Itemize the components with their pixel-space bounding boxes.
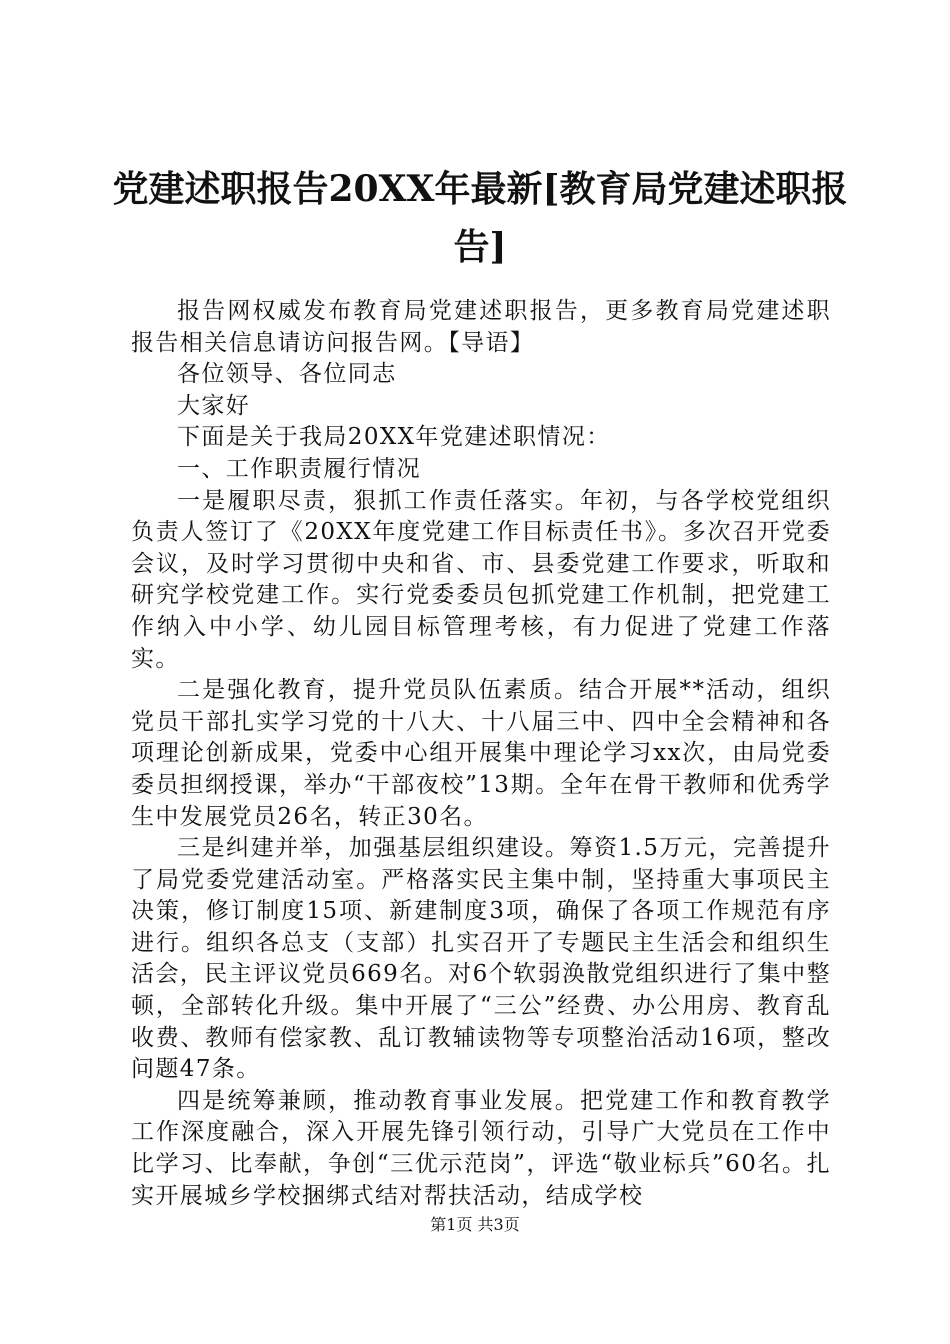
page-number: 第1页 共3页 [430, 1215, 520, 1234]
paragraph-item-2: 二是强化教育，提升党员队伍素质。结合开展**活动，组织党员干部扎实学习党的十八大、十八届三中、四中全会精神和各项理论创新成果，党委中心组开展集中理论学习xx次，由局党委委员担纲授课，举办“干部夜校”13期。全年在骨干教师和优秀学生中发展党员26名，转正30名。 [131, 677, 831, 830]
section-heading: 一、工作职责履行情况 [177, 455, 421, 482]
document-body [131, 296, 831, 1212]
paragraph-item-1: 一是履职尽责，狠抓工作责任落实。年初，与各学校党组织负责人签订了《20XX年度党建工作目标责任书》。多次召开党委会议，及时学习贯彻中央和省、市、县委党建工作要求，听取和研究学校党建工作。实行党委委员包抓党建工作机制，把党建工作纳入中小学、幼儿园目标管理考核，有力促进了党建工作落实。 [131, 487, 831, 672]
paragraph-salutation: 各位领导、各位同志 [177, 361, 397, 388]
document-title: 党建述职报告20XX年最新[教育局党建述职报告] [112, 168, 848, 268]
paragraph-item-3: 三是纠建并举，加强基层组织建设。筹资1.5万元，完善提升了局党委党建活动室。严格落实民主集中制，坚持重大事项民主决策，修订制度15项、新建制度3项，确保了各项工作规范有序进行。组织各总支（支部）扎实召开了专题民主生活会和组织生活会，民主评议党员669名。对6个软弱涣散党组织进行了集中整顿，全部转化升级。集中开展了“三公”经费、办公用房、教育乱收费、教师有偿家教、乱订教辅读物等专项整治活动16项，整改问题47条。 [131, 835, 831, 1083]
paragraph-lead: 下面是关于我局20XX年党建述职情况： [177, 424, 611, 451]
paragraph-greeting: 大家好 [177, 392, 251, 419]
paragraph-intro: 报告网权威发布教育局党建述职报告，更多教育局党建述职报告相关信息请访问报告网。【导语】 [131, 298, 831, 356]
paragraph-item-4: 四是统筹兼顾，推动教育事业发展。把党建工作和教育教学工作深度融合，深入开展先锋引领行动，引导广大党员在工作中比学习、比奉献，争创“三优示范岗”，评选“敬业标兵”60名。扎实开展城乡学校捆绑式结对帮扶活动，结成学校 [131, 1087, 831, 1209]
